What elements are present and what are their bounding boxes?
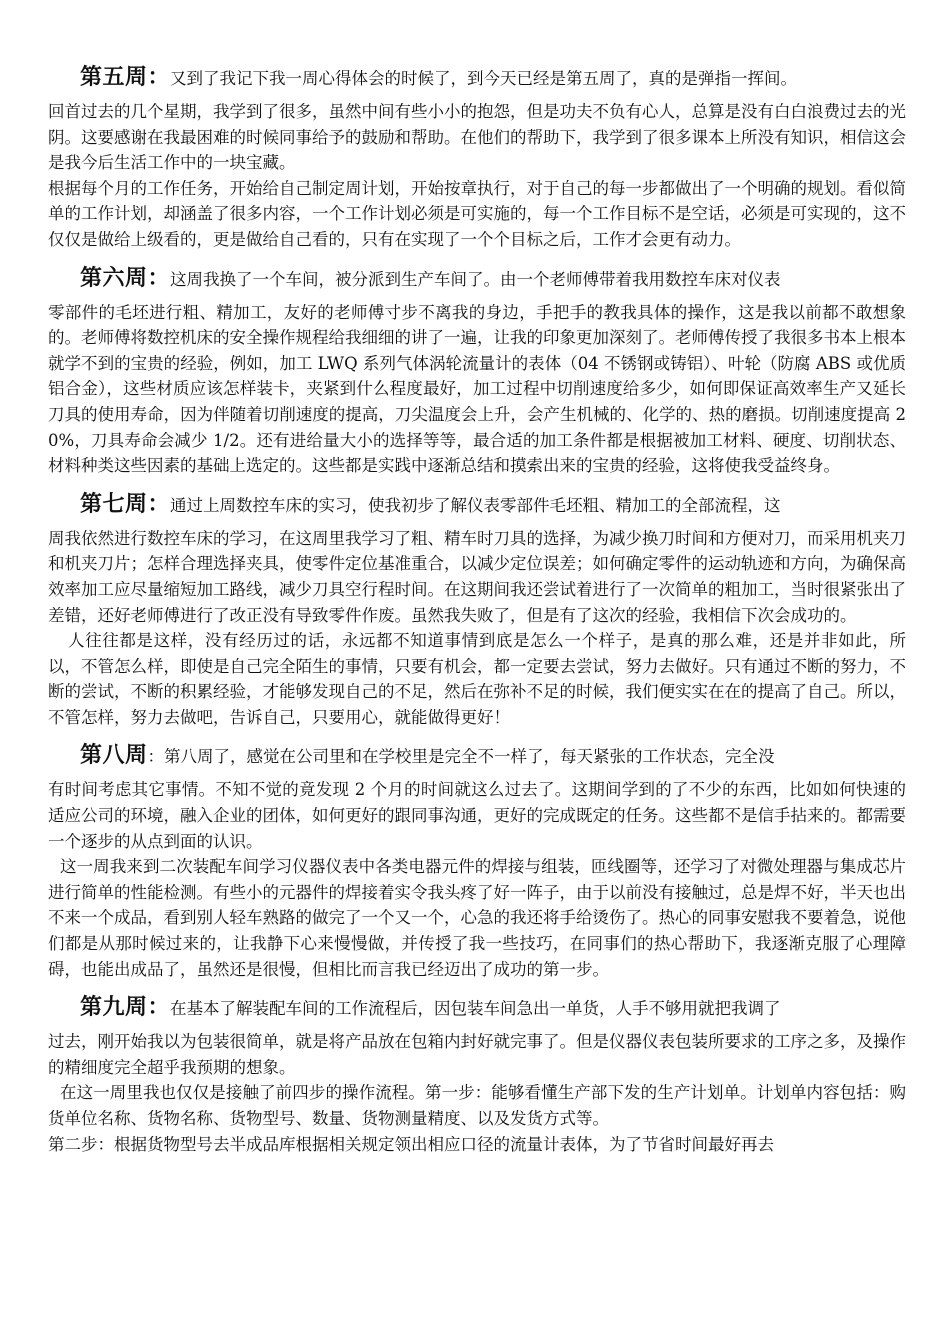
- paragraph: 回首过去的几个星期，我学到了很多，虽然中间有些小小的抱怨，但是功夫不负有心人，总算是没有白白浪费过去的光阴。这要感谢在我最困难的时候同事给予的鼓励和帮助。在他们的帮助下，我学到了很多课本上所没有知识，相信这会是我今后生活工作中的一块宝藏。: [48, 102, 906, 173]
- section-lead-line: [48, 259, 906, 300]
- section-heading: 第八周: [80, 743, 148, 769]
- paragraph: 第二步：根据货物型号去半成品库根据相关规定领出相应口径的流量计表体，为了节省时间最好再去: [48, 1134, 774, 1154]
- section-lead-line: [48, 485, 906, 526]
- paragraph: 有时间考虑其它事情。不知不觉的竟发现 2 个月的时间就这么过去了。这期间学到的了不少的东西，比如如何快速的适应公司的环境，融入企业的团体，如何更好的跟同事沟通，更好的完成既定的任务。这些都不是信手拈来的。都需要一个逐步的从点到面的认识。: [48, 780, 906, 851]
- section-heading: 第五周：: [80, 65, 171, 90]
- section-week-8: [48, 736, 906, 982]
- section-lead-line: [48, 988, 906, 1029]
- paragraph: 过去，刚开始我以为包装很简单，就是将产品放在包箱内封好就完事了。但是仪器仪表包装所要求的工序之多，及操作的精细度完全超乎我预期的想象。: [48, 1032, 906, 1077]
- paragraph: 在这一周里我也仅仅是接触了前四步的操作流程。第一步：能够看懂生产部下发的生产计划单。计划单内容包括：购货单位名称、货物名称、货物型号、数量、货物测量精度、以及发货方式等。: [48, 1083, 906, 1128]
- section-heading: 第七周：: [80, 491, 171, 517]
- section-week-9: [48, 988, 906, 1157]
- section-heading: 第六周：: [80, 265, 171, 291]
- section-lead-text: 又到了我记下我一周心得体会的时候了，到今天已经是第五周了，真的是弹指一挥间。: [170, 69, 798, 88]
- section-week-5: [48, 58, 906, 253]
- section-lead-line: [48, 58, 906, 99]
- paragraph: 零部件的毛坯进行粗、精加工，友好的老师傅寸步不离我的身边，手把手的教我具体的操作，这是我以前都不敢想象的。老师傅将数控机床的安全操作规程给我细细的讲了一遍，让我的印象更加深刻了。老师傅传授了我很多书本上根本就学不到的宝贵的经验，例如，加工 LWQ 系列气体涡轮流量计的表体（04 不锈钢或铸铝）、叶轮（防腐 ABS 或优质铝合金），这些材质应该怎样装卡，夹紧到什么程度最好，加工过程中切削速度给多少，如何即保证高效率生产又延长刀具的使用寿命，因为伴随着切削速度的提高，刀尖温度会上升，会产生机械的、化学的、热的磨损。切削速度提高 20%，刀具寿命会减少 1/2。还有进给量大小的选择等等，最合适的加工条件都是根据被加工材料、硬度、切削状态、材料种类这些因素的基础上选定的。这些都是实践中逐渐总结和摸索出来的宝贵的经验，这将使我受益终身。: [48, 302, 906, 476]
- paragraph: 这一周我来到二次装配车间学习仪器仪表中各类电器元件的焊接与组装，匝线圈等，还学习了对微处理器与集成芯片进行简单的性能检测。有些小的元器件的焊接着实令我头疼了好一阵子，由于以前没有接触过，总是焊不好，半天也出不来一个成品，看到别人轻车熟路的做完了一个又一个，心急的我还将手给烫伤了。热心的同事安慰我不要着急，说他们都是从那时候过来的，让我静下心来慢慢做，并传授了我一些技巧，在同事们的热心帮助下，我逐渐克服了心理障碍，也能出成品了，虽然还是很慢，但相比而言我已经迈出了成功的第一步。: [48, 857, 906, 979]
- section-lead-text: 在基本了解装配车间的工作流程后，因包装车间急出一单货，人手不够用就把我调了: [170, 999, 781, 1019]
- section-lead-text: ：第八周了，感觉在公司里和在学校里是完全不一样了，每天紧张的工作状态，完全没: [147, 747, 775, 767]
- section-lead-text: 通过上周数控车床的实习，使我初步了解仪表零部件毛坯粗、精加工的全部流程，这: [170, 495, 781, 515]
- document-page: [48, 58, 906, 1157]
- section-week-7: [48, 485, 906, 731]
- paragraph: 周我依然进行数控车床的学习，在这周里我学习了粗、精车时刀具的选择，为减少换刀时间和方便对刀，而采用机夹刀和机夹刀片；怎样合理选择夹具，使零件定位基准重合，以减少定位误差；如何确定零件的运动轨迹和方向，为确保高效率加工应尽量缩短加工路线，减少刀具空行程时间。在这期间我还尝试着进行了一次简单的粗加工，当时很紧张出了差错，还好老师傅进行了改正没有导致零件作废。虽然我失败了，但是有了这次的经验，我相信下次会成功的。: [48, 528, 906, 625]
- section-lead-text: 这周我换了一个车间，被分派到生产车间了。由一个老师傅带着我用数控车床对仪表: [170, 269, 781, 289]
- section-lead-line: [48, 736, 906, 777]
- paragraph: 人往往都是这样，没有经历过的话，永远都不知道事情到底是怎么一个样子，是真的那么难，还是并非如此，所以，不管怎么样，即使是自己完全陌生的事情，只要有机会，都一定要去尝试，努力去做好。只有通过不断的努力，不断的尝试，不断的积累经验，才能够发现自己的不足，然后在弥补不足的时候，我们便实实在在的提高了自己。所以，不管怎样，努力去做吧，告诉自己，只要用心，就能做得更好！: [48, 631, 906, 727]
- section-heading: 第九周：: [80, 995, 171, 1021]
- section-week-6: [48, 259, 906, 479]
- paragraph: 根据每个月的工作任务，开始给自己制定周计划，开始按章执行，对于自己的每一步都做出了一个明确的规划。看似简单的工作计划，却涵盖了很多内容，一个工作计划必须是可实施的，每一个工作目标不是空话，必须是可实现的，这不仅仅是做给上级看的，更是做给自己看的，只有在实现了一个个目标之后，工作才会更有动力。: [48, 178, 906, 249]
